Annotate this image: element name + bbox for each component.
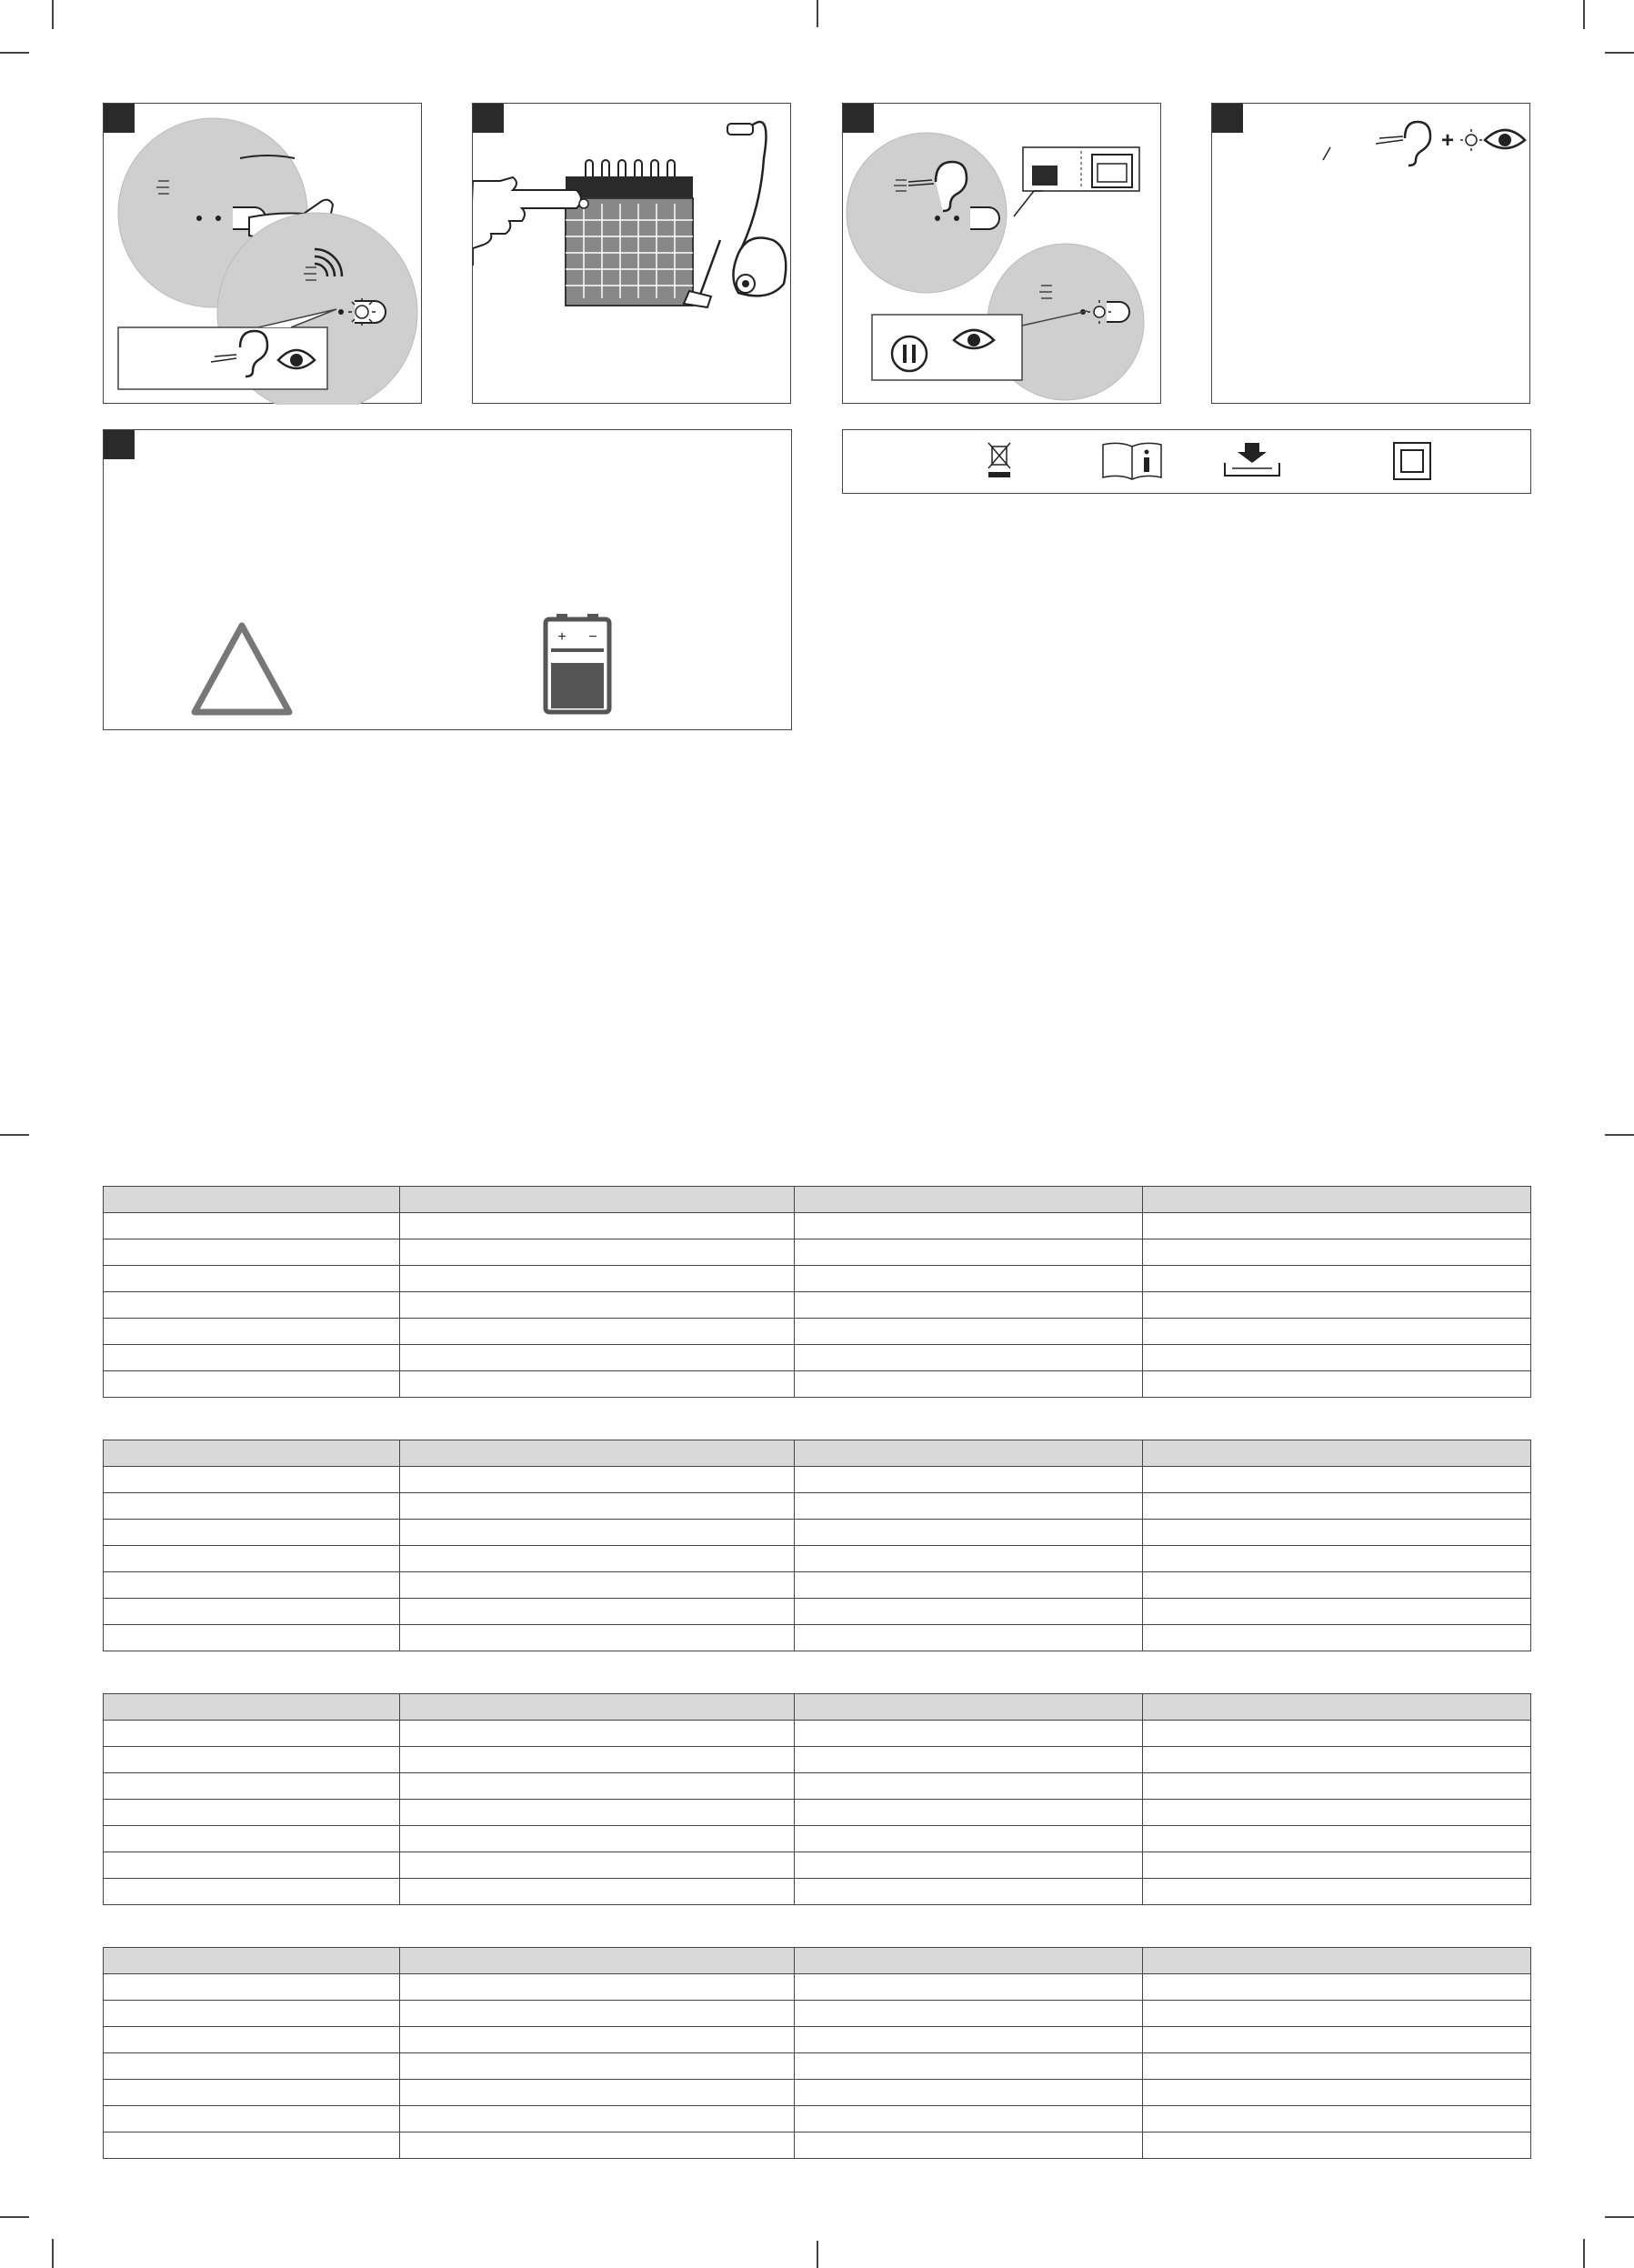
table-row (104, 1747, 1531, 1773)
table-cell (400, 2001, 795, 2027)
weee-bin-icon (988, 443, 1010, 477)
table-cell (104, 1721, 400, 1747)
table-cell (795, 1371, 1143, 1398)
table-cell (400, 1345, 795, 1371)
table-cell (104, 1319, 400, 1345)
table-cell (1143, 1345, 1531, 1371)
table-cell (1143, 1319, 1531, 1345)
table-cell (1143, 1800, 1531, 1826)
table-cell (795, 1213, 1143, 1239)
table-cell (1143, 2053, 1531, 2080)
figure-panel-test (103, 103, 422, 404)
table-cell (104, 1599, 400, 1625)
table-cell (104, 1292, 400, 1319)
table-cell (1143, 1371, 1531, 1398)
table-cell (1143, 1213, 1531, 1239)
table-cell (104, 1467, 400, 1493)
table-row (104, 1239, 1531, 1266)
symbol-strip-graphics (843, 430, 1532, 495)
table-cell (400, 2106, 795, 2133)
table-row (104, 1599, 1531, 1625)
table-cell (1143, 1239, 1531, 1266)
test-illustration (104, 104, 423, 405)
table-header-cell (400, 1694, 795, 1721)
figure-panel-battery-warning (103, 429, 792, 730)
table-cell (795, 1773, 1143, 1800)
table-cell (1143, 1572, 1531, 1599)
table-cell (104, 1826, 400, 1852)
table-cell (400, 1493, 795, 1520)
table-row (104, 1266, 1531, 1292)
table-row (104, 2053, 1531, 2080)
table-cell (1143, 1852, 1531, 1879)
table-cell (104, 2001, 400, 2027)
table-cell (795, 1625, 1143, 1651)
table-cell (795, 1721, 1143, 1747)
crop-mark (0, 2216, 29, 2218)
table-cell (104, 1371, 400, 1398)
table-header-cell (795, 1948, 1143, 1974)
table-cell (400, 2133, 795, 2159)
table-cell (795, 1572, 1143, 1599)
figure-panel-maintenance (472, 103, 791, 404)
crop-mark (0, 1134, 29, 1136)
svg-text:+: + (1441, 128, 1455, 153)
battery-icon (546, 614, 609, 712)
symbol-strip (842, 429, 1531, 494)
table-cell (1143, 1520, 1531, 1546)
table-header-row (104, 1694, 1531, 1721)
table-header-cell (1143, 1440, 1531, 1467)
table-cell (795, 1974, 1143, 2001)
table-row (104, 1520, 1531, 1546)
table-cell (104, 1800, 400, 1826)
table-cell (1143, 1826, 1531, 1852)
table-cell (400, 1826, 795, 1852)
table-cell (1143, 1546, 1531, 1572)
table-cell (1143, 1773, 1531, 1800)
table-header-cell (795, 1694, 1143, 1721)
table-header-row (104, 1187, 1531, 1213)
alarm-indicator-illustration (1212, 104, 1531, 405)
figure-panel-alarm-indicator (1211, 103, 1530, 404)
table-cell (400, 1599, 795, 1625)
table-cell (400, 1239, 795, 1266)
table-cell (104, 2027, 400, 2053)
table-cell (795, 2001, 1143, 2027)
table-cell (1143, 1747, 1531, 1773)
table-cell (104, 1852, 400, 1879)
crop-mark (52, 0, 54, 29)
table-cell (104, 1572, 400, 1599)
table-cell (1143, 2001, 1531, 2027)
table-cell (104, 1493, 400, 1520)
table-cell (104, 1266, 400, 1292)
table-cell (795, 1292, 1143, 1319)
table-row (104, 1974, 1531, 2001)
table-cell (400, 1319, 795, 1345)
table-row (104, 1467, 1531, 1493)
table-cell (400, 1747, 795, 1773)
table-cell (1143, 1625, 1531, 1651)
table-row (104, 1625, 1531, 1651)
table-header-cell (104, 1187, 400, 1213)
table-cell (795, 1826, 1143, 1852)
data-table-1 (103, 1186, 1531, 1398)
table-cell (400, 1625, 795, 1651)
battery-warning-illustration (104, 430, 793, 731)
table-header-cell (795, 1187, 1143, 1213)
table-cell (400, 1213, 795, 1239)
table-cell (795, 2027, 1143, 2053)
table-cell (400, 1852, 795, 1879)
table-row (104, 1292, 1531, 1319)
table-cell (400, 1572, 795, 1599)
table-row (104, 2080, 1531, 2106)
table-cell (1143, 2133, 1531, 2159)
table-cell (104, 1345, 400, 1371)
crop-mark (0, 52, 29, 54)
table-row (104, 1546, 1531, 1572)
table-header-cell (1143, 1187, 1531, 1213)
table-cell (400, 2080, 795, 2106)
crop-mark (1583, 2239, 1585, 2268)
svg-text:+: + (557, 629, 566, 645)
table-row (104, 1852, 1531, 1879)
table-cell (795, 1520, 1143, 1546)
table-cell (1143, 1292, 1531, 1319)
table-cell (795, 1852, 1143, 1879)
table-cell (1143, 1493, 1531, 1520)
table-row (104, 1213, 1531, 1239)
table-cell (400, 1467, 795, 1493)
table-cell (400, 1371, 795, 1398)
table-header-cell (104, 1694, 400, 1721)
table-cell (795, 1800, 1143, 1826)
table-row (104, 1800, 1531, 1826)
table-row (104, 2001, 1531, 2027)
table-cell (104, 2053, 400, 2080)
table-row (104, 2106, 1531, 2133)
table-cell (795, 2106, 1143, 2133)
table-row (104, 2027, 1531, 2053)
table-header-row (104, 1440, 1531, 1467)
table-cell (104, 1213, 400, 1239)
table-cell (1143, 2027, 1531, 2053)
table-cell (795, 1493, 1143, 1520)
table-cell (400, 1520, 795, 1546)
table-cell (795, 1345, 1143, 1371)
table-header-cell (795, 1440, 1143, 1467)
table-row (104, 1572, 1531, 1599)
table-row (104, 1371, 1531, 1398)
table-header-cell (1143, 1948, 1531, 1974)
table-cell (104, 2106, 400, 2133)
crop-mark (1583, 0, 1585, 29)
hush-illustration (843, 104, 1162, 405)
table-cell (795, 2133, 1143, 2159)
crop-mark (1605, 1134, 1634, 1136)
table-row (104, 1493, 1531, 1520)
table-header-row (104, 1948, 1531, 1974)
table-cell (1143, 1879, 1531, 1905)
table-cell (795, 2053, 1143, 2080)
crop-mark (1605, 2216, 1634, 2218)
table-cell (104, 2080, 400, 2106)
table-row (104, 1773, 1531, 1800)
table-cell (1143, 2106, 1531, 2133)
table-cell (400, 1800, 795, 1826)
table-header-cell (104, 1440, 400, 1467)
crop-mark (817, 2241, 818, 2268)
table-row (104, 1879, 1531, 1905)
table-row (104, 1319, 1531, 1345)
table-cell (104, 1974, 400, 2001)
table-cell (795, 1879, 1143, 1905)
read-manual-icon (1103, 443, 1161, 479)
table-cell (104, 1520, 400, 1546)
table-cell (795, 1467, 1143, 1493)
table-cell (795, 1239, 1143, 1266)
table-cell (795, 2080, 1143, 2106)
table-cell (104, 2133, 400, 2159)
table-cell (104, 1747, 400, 1773)
table-cell (400, 1974, 795, 2001)
table-cell (400, 1879, 795, 1905)
table-cell (795, 1599, 1143, 1625)
table-header-cell (1143, 1694, 1531, 1721)
table-cell (400, 1546, 795, 1572)
table-header-cell (400, 1440, 795, 1467)
table-cell (1143, 1467, 1531, 1493)
table-header-cell (104, 1948, 400, 1974)
table-row (104, 2133, 1531, 2159)
table-cell (400, 1266, 795, 1292)
table-cell (400, 2053, 795, 2080)
warning-triangle-icon (195, 626, 289, 712)
svg-text:−: − (588, 629, 597, 645)
data-table-3 (103, 1693, 1531, 1905)
data-table-4 (103, 1947, 1531, 2159)
table-row (104, 1721, 1531, 1747)
table-cell (104, 1879, 400, 1905)
table-cell (1143, 1974, 1531, 2001)
crop-mark (1605, 52, 1634, 54)
table-cell (400, 2027, 795, 2053)
table-cell (795, 1546, 1143, 1572)
table-header-cell (400, 1948, 795, 1974)
table-cell (104, 1546, 400, 1572)
table-cell (795, 1747, 1143, 1773)
double-insulation-icon (1394, 443, 1430, 479)
table-cell (400, 1773, 795, 1800)
table-row (104, 1345, 1531, 1371)
table-cell (104, 1625, 400, 1651)
table-cell (1143, 1266, 1531, 1292)
maintenance-illustration (473, 104, 792, 405)
table-cell (1143, 1721, 1531, 1747)
table-header-cell (400, 1187, 795, 1213)
table-cell (400, 1721, 795, 1747)
crop-mark (817, 0, 818, 27)
figure-panel-hush (842, 103, 1161, 404)
install-tray-icon (1225, 443, 1279, 476)
table-cell (104, 1239, 400, 1266)
table-cell (400, 1292, 795, 1319)
table-cell (795, 1319, 1143, 1345)
table-cell (795, 1266, 1143, 1292)
table-cell (1143, 2080, 1531, 2106)
table-cell (104, 1773, 400, 1800)
data-table-2 (103, 1440, 1531, 1651)
table-cell (1143, 1599, 1531, 1625)
crop-mark (52, 2239, 54, 2268)
table-row (104, 1826, 1531, 1852)
